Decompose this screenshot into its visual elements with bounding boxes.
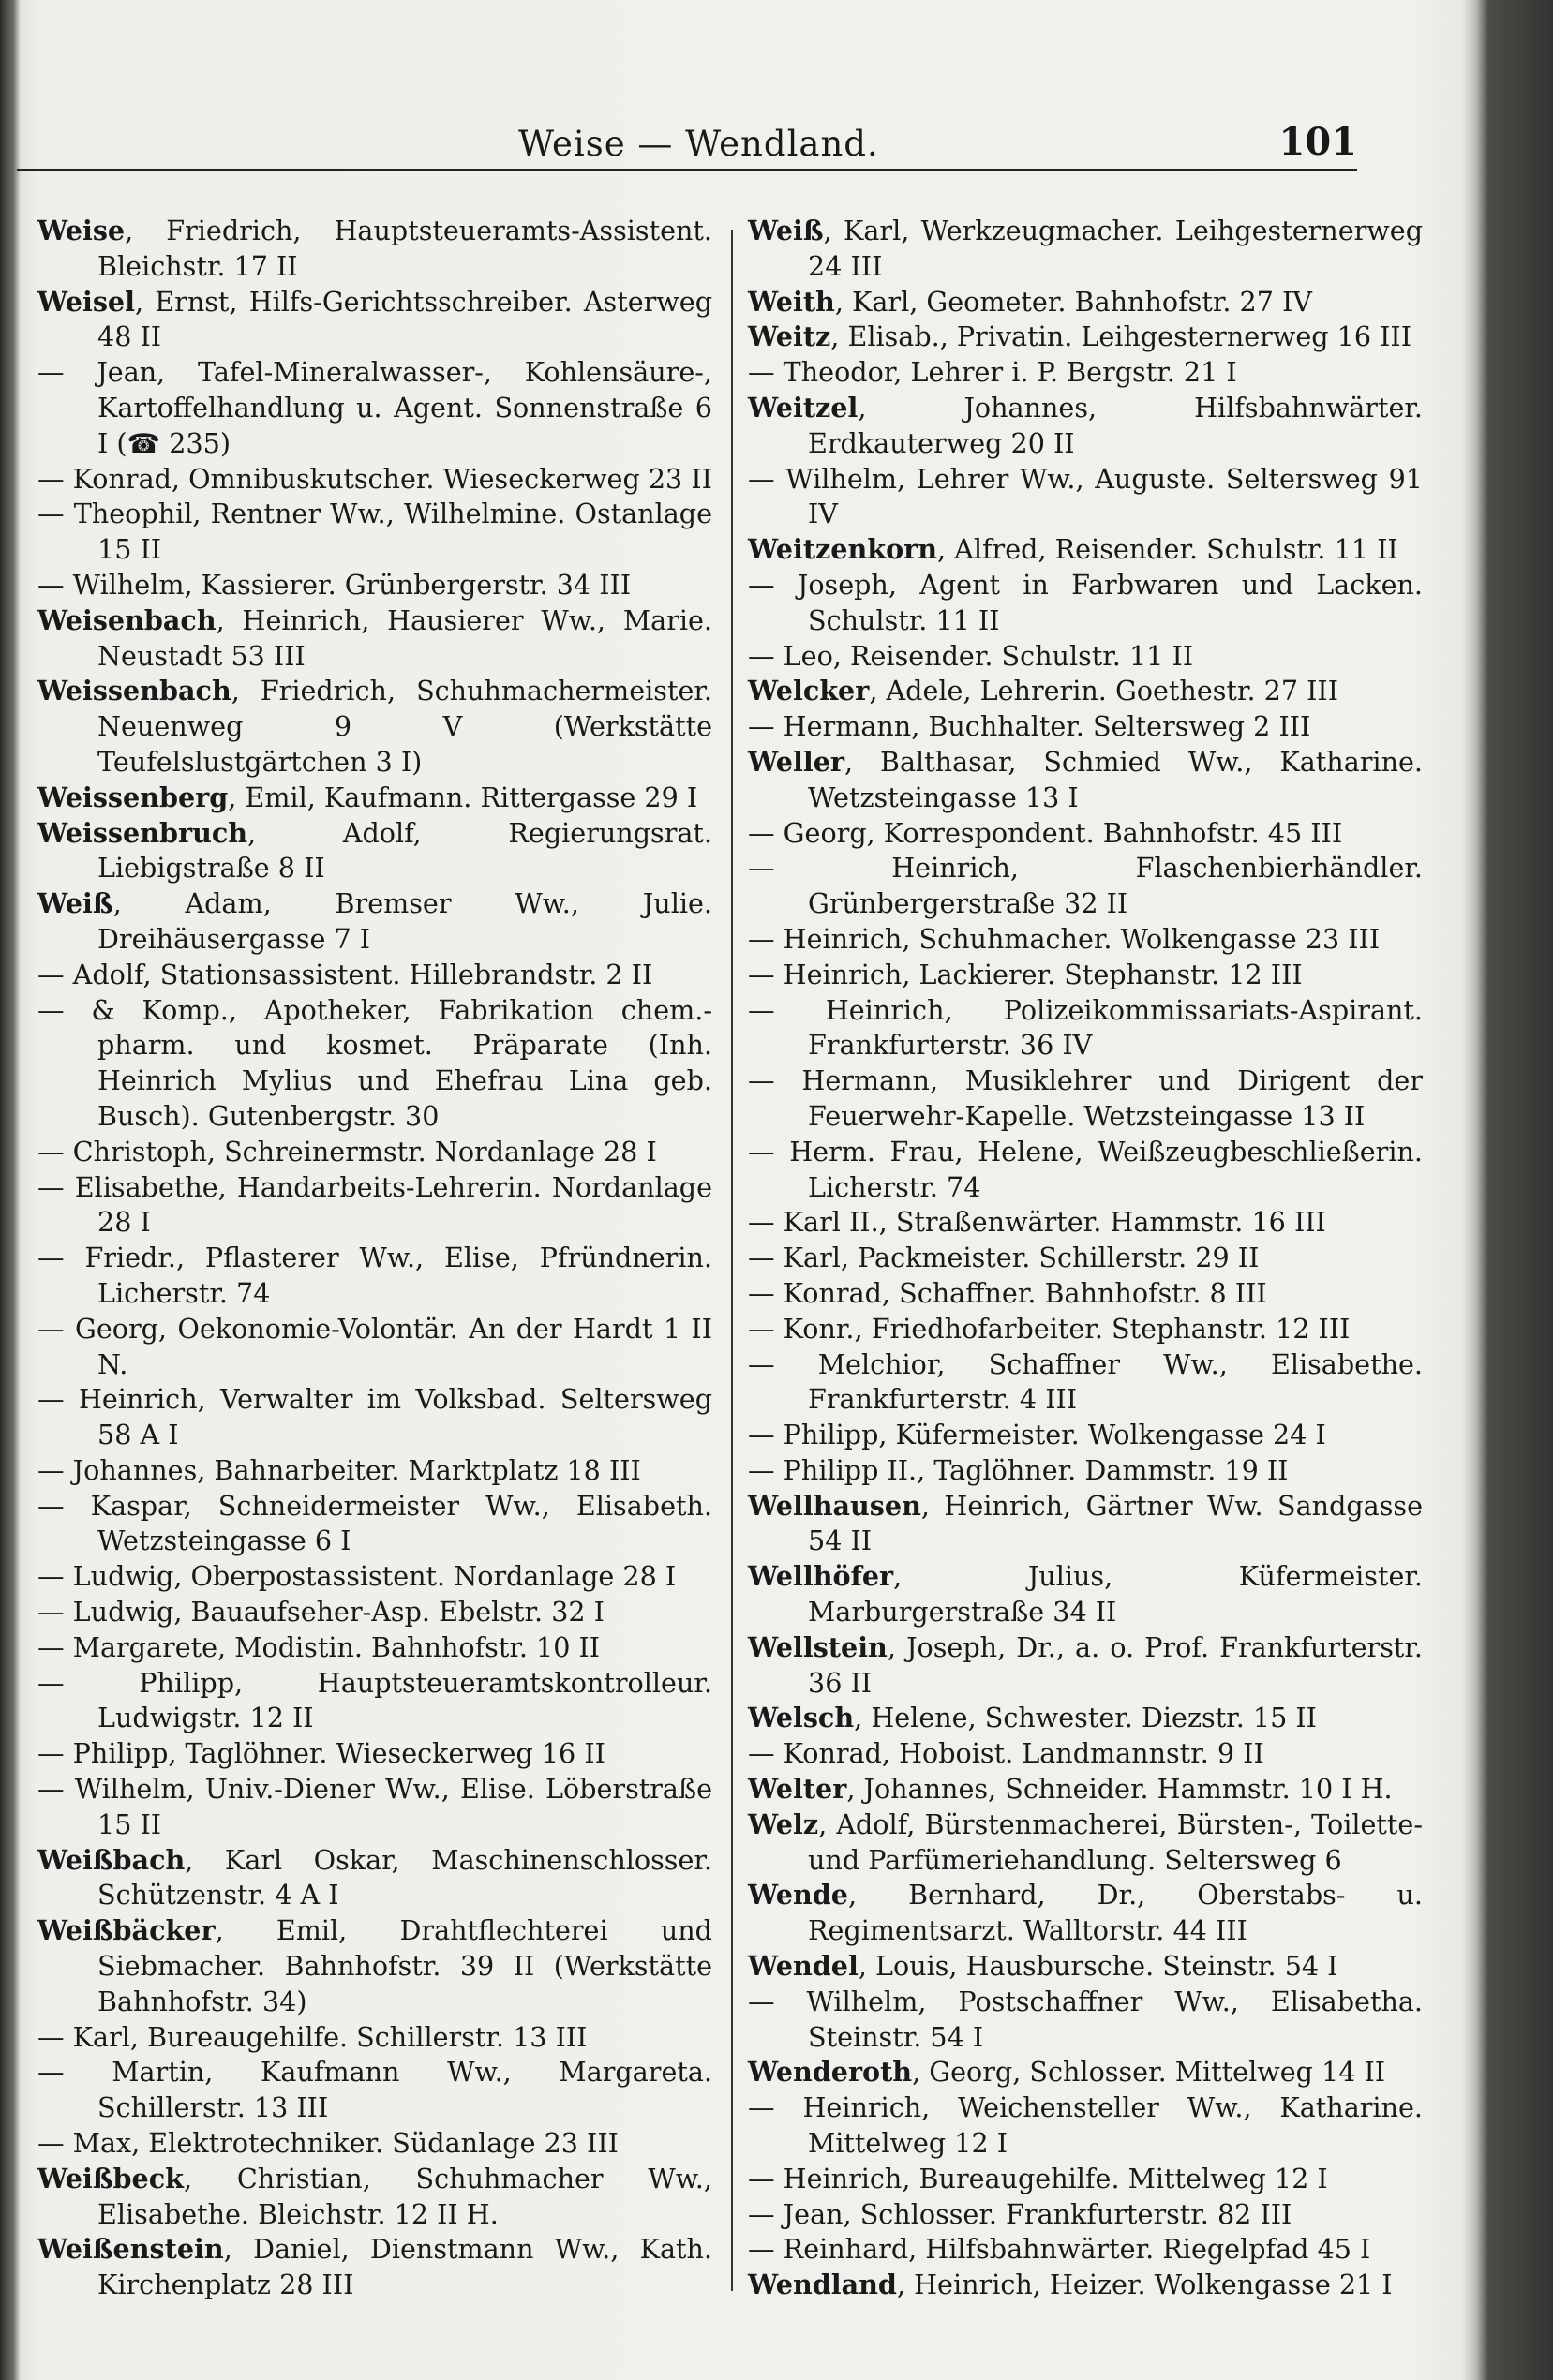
list-item: Weissenbruch, Adolf, Regierungsrat. Liebigstraße 8 II <box>37 816 712 885</box>
list-item: — Hermann, Musiklehrer und Dirigent der Feuerwehr-Kapelle. Wetzsteingasse 13 II <box>748 1064 1423 1132</box>
list-item: — Max, Elektrotechniker. Südanlage 23 III <box>37 2127 619 2160</box>
list-item: — Melchior, Schaffner Ww., Elisabethe. Frankfurterstr. 4 III <box>748 1347 1423 1416</box>
list-item: Welter, Johannes, Schneider. Hammstr. 10 I H. <box>748 1773 1393 1806</box>
list-item: Wendland, Heinrich, Heizer. Wolkengasse 21 I <box>748 2268 1393 2301</box>
list-item: Wendel, Louis, Hausbursche. Steinstr. 54 I <box>748 1950 1338 1983</box>
list-item: — Ludwig, Bauaufseher-Asp. Ebelstr. 32 I <box>37 1596 605 1629</box>
list-item: — Martin, Kaufmann Ww., Margareta. Schillerstr. 13 III <box>37 2056 712 2124</box>
list-item: — Heinrich, Polizeikommissariats-Aspirant. Frankfurterstr. 36 IV <box>748 993 1423 1062</box>
list-item: Weiß, Adam, Bremser Ww., Julie. Dreihäusergasse 7 I <box>37 887 712 955</box>
list-item: — Jean, Tafel-Mineralwasser-, Kohlensäure-, Kartoffelhandlung u. Agent. Sonnenstraße 6 I (☎ 235) <box>37 356 712 459</box>
list-item: — Ludwig, Oberpostassistent. Nordanlage 28 I <box>37 1560 677 1593</box>
list-item: — Joseph, Agent in Farbwaren und Lacken. Schulstr. 11 II <box>748 568 1423 636</box>
left-column <box>37 214 712 2303</box>
list-item: Weissenberg, Emil, Kaufmann. Rittergasse 29 I <box>37 781 698 813</box>
right-column <box>748 214 1423 2303</box>
list-item: — Reinhard, Hilfsbahnwärter. Riegelpfad 45 I <box>748 2233 1371 2266</box>
list-item: Weith, Karl, Geometer. Bahnhofstr. 27 IV <box>748 285 1312 318</box>
list-item: Weisel, Ernst, Hilfs-Gerichtsschreiber. Asterweg 48 II <box>37 285 712 353</box>
list-item: — Theophil, Rentner Ww., Wilhelmine. Ostanlage 15 II <box>37 498 712 566</box>
list-item: Weißbach, Karl Oskar, Maschinenschlosser. Schützenstr. 4 A I <box>37 1843 712 1911</box>
list-item: — Georg, Oekonomie-Volontär. An der Hardt 1 II N. <box>37 1312 712 1380</box>
header-rule <box>17 169 1357 171</box>
list-item: — Philipp, Küfermeister. Wolkengasse 24 I <box>748 1419 1326 1451</box>
list-item: — Christoph, Schreinermstr. Nordanlage 28 I <box>37 1135 657 1168</box>
list-item: Weisenbach, Heinrich, Hausierer Ww., Marie. Neustadt 53 III <box>37 603 712 672</box>
list-item: — Friedr., Pflasterer Ww., Elise, Pfründnerin. Licherstr. 74 <box>37 1242 712 1309</box>
list-item: — Karl II., Straßenwärter. Hammstr. 16 III <box>748 1206 1326 1239</box>
list-item: — Karl, Packmeister. Schillerstr. 29 II <box>748 1242 1260 1274</box>
page-header <box>17 120 1357 167</box>
column-divider <box>731 230 733 2291</box>
list-item: — Konrad, Hoboist. Landmannstr. 9 II <box>748 1737 1264 1770</box>
list-item: — Heinrich, Flaschenbierhändler. Grünbergerstraße 32 II <box>748 852 1423 920</box>
list-item: — & Komp., Apotheker, Fabrikation chem.-pharm. und kosmet. Präparate (Inh. Heinrich Mylius und Ehefrau Lina geb. Busch). Gutenbergstr. 30 <box>37 993 712 1132</box>
list-item: Wellhausen, Heinrich, Gärtner Ww. Sandgasse 54 II <box>748 1489 1423 1557</box>
list-item: — Kaspar, Schneidermeister Ww., Elisabeth. Wetzsteingasse 6 I <box>37 1489 712 1557</box>
list-item: Wenderoth, Georg, Schlosser. Mittelweg 14 II <box>748 2056 1386 2089</box>
list-item: Weißbäcker, Emil, Drahtflechterei und Siebmacher. Bahnhofstr. 39 II (Werkstätte Bahnhofstr. 34) <box>37 1914 712 2017</box>
list-item: — Heinrich, Bureaugehilfe. Mittelweg 12 I <box>748 2162 1328 2194</box>
list-item: — Leo, Reisender. Schulstr. 11 II <box>748 639 1194 672</box>
directory-page <box>17 0 1474 2380</box>
list-item: Weitzenkorn, Alfred, Reisender. Schulstr. 11 II <box>748 533 1398 566</box>
list-item: — Philipp II., Taglöhner. Dammstr. 19 II <box>748 1453 1289 1486</box>
list-item: Wellstein, Joseph, Dr., a. o. Prof. Frankfurterstr. 36 II <box>748 1630 1423 1699</box>
list-item: — Heinrich, Weichensteller Ww., Katharine. Mittelweg 12 I <box>748 2091 1423 2160</box>
list-item: Weissenbach, Friedrich, Schuhmachermeister. Neuenweg 9 V (Werkstätte Teufelslustgärtchen 3 I) <box>37 675 712 778</box>
list-item: Weise, Friedrich, Hauptsteueramts-Assistent. Bleichstr. 17 II <box>37 215 712 282</box>
list-item: — Konrad, Omnibuskutscher. Wieseckerweg 23 II <box>37 462 712 495</box>
list-item: Weiß, Karl, Werkzeugmacher. Leihgesternerweg 24 III <box>748 215 1423 282</box>
list-item: — Herm. Frau, Helene, Weißzeugbeschließerin. Licherstr. 74 <box>748 1135 1423 1203</box>
running-title: Weise — Wendland. <box>518 124 879 164</box>
list-item: — Konr., Friedhofarbeiter. Stephanstr. 12 III <box>748 1312 1351 1345</box>
list-item: Weller, Balthasar, Schmied Ww., Katharine. Wetzsteingasse 13 I <box>748 745 1423 813</box>
list-item: — Karl, Bureaugehilfe. Schillerstr. 13 III <box>37 2020 588 2053</box>
list-item: — Wilhelm, Postschaffner Ww., Elisabetha. Steinstr. 54 I <box>748 1985 1423 2053</box>
page-number: 101 <box>1278 120 1357 164</box>
list-item: — Theodor, Lehrer i. P. Bergstr. 21 I <box>748 356 1237 389</box>
list-item: Welsch, Helene, Schwester. Diezstr. 15 II <box>748 1702 1317 1734</box>
list-item: — Philipp, Hauptsteueramtskontrolleur. Ludwigstr. 12 II <box>37 1666 712 1734</box>
list-item: — Wilhelm, Lehrer Ww., Auguste. Seltersweg 91 IV <box>748 462 1423 530</box>
list-item: — Hermann, Buchhalter. Seltersweg 2 III <box>748 710 1311 743</box>
list-item: — Margarete, Modistin. Bahnhofstr. 10 II <box>37 1630 601 1663</box>
list-item: — Johannes, Bahnarbeiter. Marktplatz 18 III <box>37 1453 641 1486</box>
list-item: — Heinrich, Verwalter im Volksbad. Seltersweg 58 A I <box>37 1383 712 1451</box>
list-item: — Wilhelm, Kassierer. Grünbergerstr. 34 III <box>37 568 632 601</box>
list-item: Welz, Adolf, Bürstenmacherei, Bürsten-, Toilette- und Parfümeriehandlung. Seltersweg 6 <box>748 1807 1423 1876</box>
list-item: — Elisabethe, Handarbeits-Lehrerin. Nordanlage 28 I <box>37 1170 712 1239</box>
list-item: Welcker, Adele, Lehrerin. Goethestr. 27 III <box>748 675 1338 707</box>
list-item: — Heinrich, Schuhmacher. Wolkengasse 23 III <box>748 922 1381 955</box>
list-item: Weißenstein, Daniel, Dienstmann Ww., Kath. Kirchenplatz 28 III <box>37 2233 712 2301</box>
list-item: — Wilhelm, Univ.-Diener Ww., Elise. Löberstraße 15 II <box>37 1773 712 1840</box>
list-item: — Konrad, Schaffner. Bahnhofstr. 8 III <box>748 1276 1267 1309</box>
list-item: Wellhöfer, Julius, Küfermeister. Marburgerstraße 34 II <box>748 1560 1423 1629</box>
list-item: — Philipp, Taglöhner. Wieseckerweg 16 II <box>37 1737 605 1770</box>
list-item: Weitzel, Johannes, Hilfsbahnwärter. Erdkauterweg 20 II <box>748 391 1423 459</box>
list-item: Weißbeck, Christian, Schuhmacher Ww., Elisabethe. Bleichstr. 12 II H. <box>37 2162 712 2230</box>
list-item: — Georg, Korrespondent. Bahnhofstr. 45 III <box>748 816 1343 849</box>
list-item: — Jean, Schlosser. Frankfurterstr. 82 III <box>748 2197 1292 2230</box>
list-item: Weitz, Elisab., Privatin. Leihgesternerweg 16 III <box>748 320 1412 353</box>
list-item: — Heinrich, Lackierer. Stephanstr. 12 III <box>748 958 1303 990</box>
list-item: Wende, Bernhard, Dr., Oberstabs- u. Regimentsarzt. Walltorstr. 44 III <box>748 1879 1423 1947</box>
list-item: — Adolf, Stationsassistent. Hillebrandstr. 2 II <box>37 958 653 990</box>
